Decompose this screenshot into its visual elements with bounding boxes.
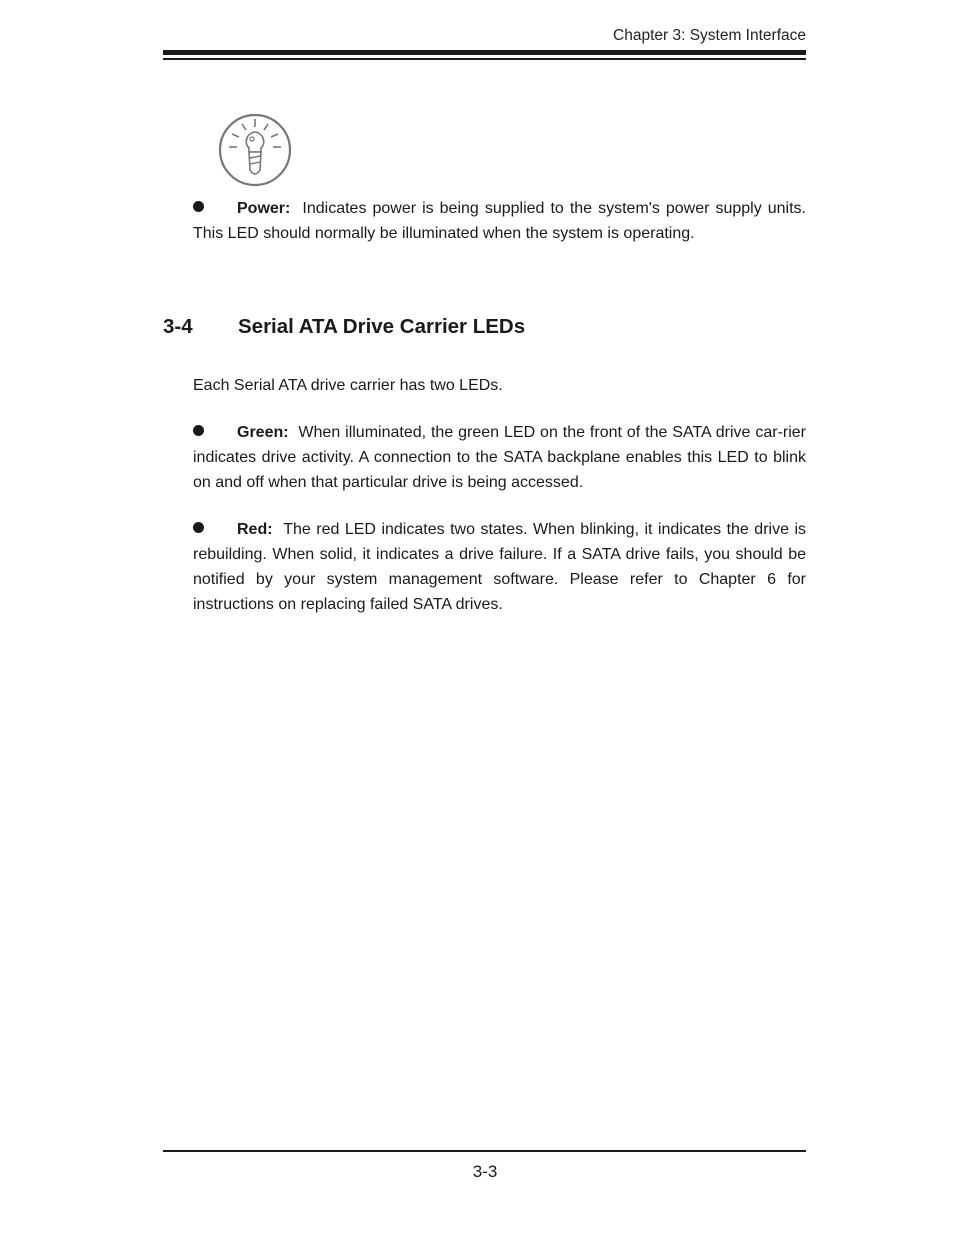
green-description: When illuminated, the green LED on the front of the SATA drive car-rier indicates drive activity. A connection to the SATA backplane enables this LED to blink on and off when that particular drive is being accessed. xyxy=(193,424,807,491)
red-label: Red: xyxy=(237,521,273,538)
led-bulb-icon xyxy=(217,112,293,188)
power-description: Indicates power is being supplied to the system's power supply units. This LED should normally be illuminated when the system is operating. xyxy=(193,200,806,242)
bullet-icon xyxy=(193,201,204,212)
green-led-item xyxy=(193,420,806,495)
header-rule-thick xyxy=(163,50,806,55)
page-number: 3-3 xyxy=(472,1162,498,1181)
red-led-item xyxy=(193,517,806,617)
power-led-item xyxy=(193,196,806,246)
red-description: The red LED indicates two states. When blinking, it indicates the drive is rebuilding. When solid, it indicates a drive failure. If a SATA drive fails, you should be notified by your system management software. Please refer to Chapter 6 for instructions on replacing failed SATA drives. xyxy=(193,521,806,613)
green-label: Green: xyxy=(237,424,289,441)
bullet-icon xyxy=(193,425,204,436)
bullet-icon xyxy=(193,522,204,533)
section-intro: Each Serial ATA drive carrier has two LEDs. xyxy=(193,377,503,394)
section-number: 3-4 xyxy=(163,315,193,338)
chapter-header: Chapter 3: System Interface xyxy=(613,27,806,44)
power-label: Power: xyxy=(237,200,291,217)
section-title: Serial ATA Drive Carrier LEDs xyxy=(238,315,526,338)
header-rule-thin xyxy=(163,58,806,60)
footer-rule xyxy=(163,1150,806,1152)
